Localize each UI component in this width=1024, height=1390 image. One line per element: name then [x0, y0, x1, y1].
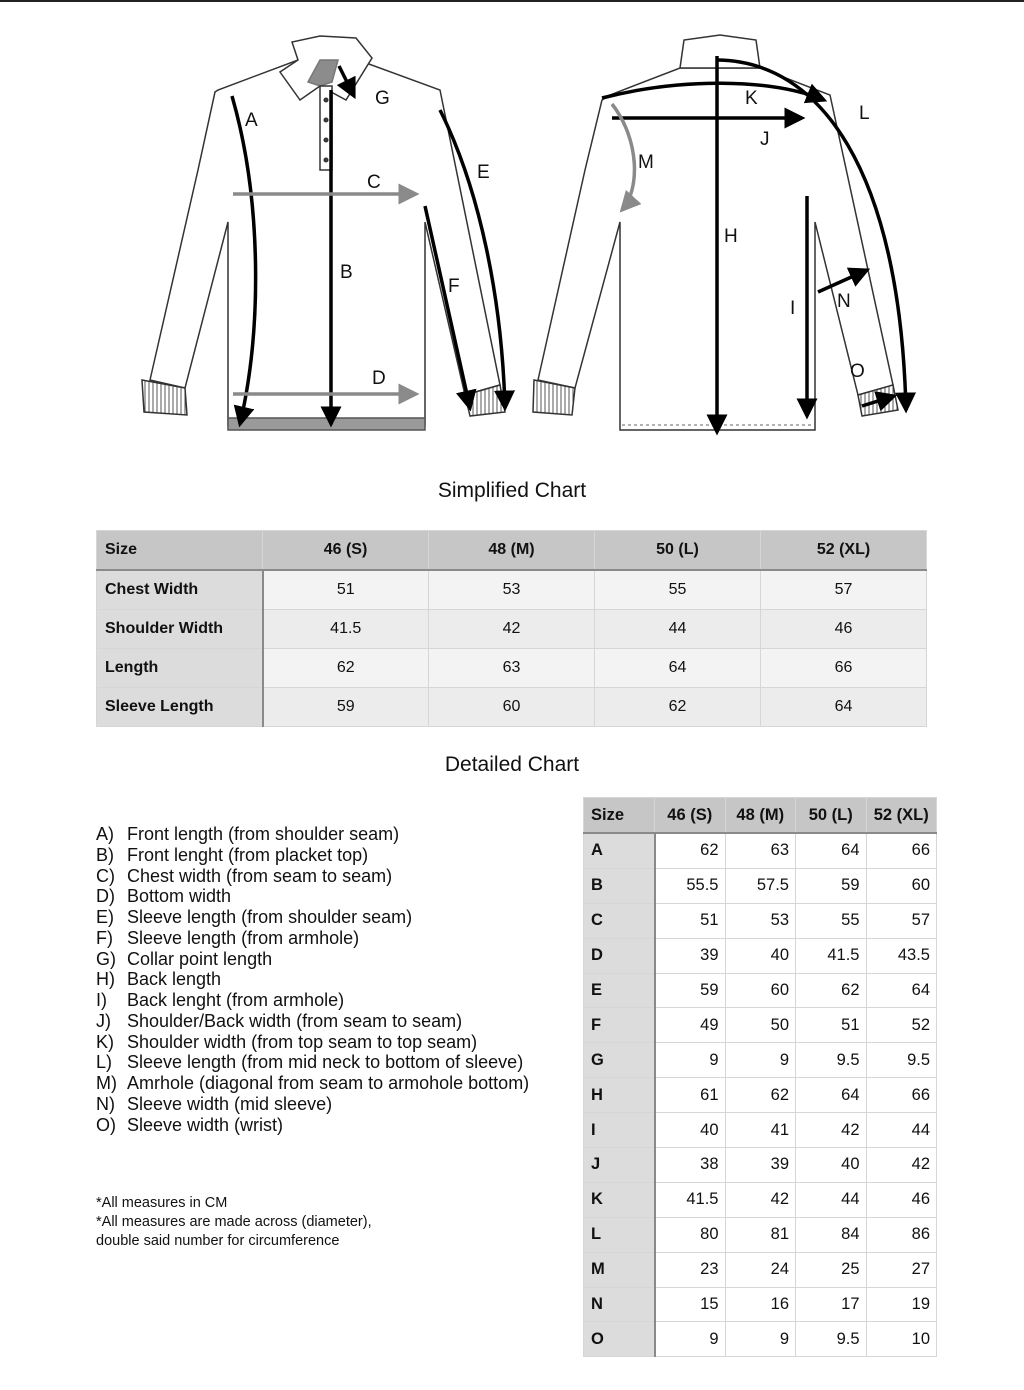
column-header: 48 (M)	[725, 798, 796, 834]
table-cell: 51	[263, 570, 429, 610]
note-line: *All measures in CM	[96, 1195, 228, 1211]
table-cell: 62	[263, 649, 429, 688]
table-row	[584, 1252, 937, 1287]
table-row	[97, 610, 927, 649]
table-cell: 66	[866, 833, 937, 868]
table-cell: 66	[761, 649, 927, 688]
table-cell: 40	[796, 1148, 867, 1183]
table-row	[584, 1008, 937, 1043]
label-i: I	[790, 298, 796, 319]
detailed-size-table	[583, 797, 937, 1357]
simplified-chart-title: Simplified Chart	[437, 479, 587, 502]
legend-text: Chest width (from seam to seam)	[127, 865, 393, 886]
label-f: F	[448, 276, 460, 297]
table-cell: 53	[725, 903, 796, 938]
legend-key: N)	[96, 1093, 115, 1114]
table-cell: 60	[866, 868, 937, 903]
legend-key: O)	[96, 1114, 116, 1135]
legend-text: Sleeve width (mid sleeve)	[127, 1093, 333, 1114]
table-cell: 53	[429, 570, 595, 610]
table-cell: 41	[725, 1113, 796, 1148]
legend-key: L)	[96, 1052, 113, 1073]
legend-key: G)	[96, 948, 116, 969]
legend-key: B)	[96, 844, 114, 865]
table-row	[584, 833, 937, 868]
table-row	[584, 868, 937, 903]
table-cell: 63	[725, 833, 796, 868]
legend-text: Sleeve length (from mid neck to bottom of sleeve)	[127, 1052, 524, 1073]
legend-item	[96, 866, 529, 887]
table-cell: 40	[655, 1113, 726, 1148]
legend-text: Front length (from shoulder seam)	[127, 824, 400, 844]
table-row	[584, 1322, 937, 1357]
table-cell: 60	[429, 688, 595, 727]
label-m: M	[638, 152, 654, 173]
row-label: G	[584, 1043, 655, 1078]
table-cell: 64	[796, 833, 867, 868]
legend-item	[96, 886, 529, 907]
legend-text: Sleeve width (wrist)	[127, 1114, 284, 1135]
table-cell: 59	[263, 688, 429, 727]
measurement-notes	[96, 1194, 372, 1251]
table-cell: 84	[796, 1217, 867, 1252]
simplified-size-table	[96, 530, 927, 727]
table-cell: 41.5	[263, 610, 429, 649]
label-o: O	[850, 361, 865, 382]
front-shirt-outline	[142, 36, 505, 430]
column-header: 50 (L)	[595, 531, 761, 571]
label-d: D	[372, 368, 386, 389]
table-row	[584, 1078, 937, 1113]
table-cell: 40	[725, 938, 796, 973]
legend-text: Amrhole (diagonal from seam to armohole bottom)	[127, 1073, 530, 1093]
legend-item	[96, 928, 529, 949]
table-cell: 51	[796, 1008, 867, 1043]
legend-item	[96, 824, 529, 845]
label-k: K	[745, 88, 758, 109]
table-cell: 59	[655, 973, 726, 1008]
legend-item	[96, 1073, 529, 1094]
label-g: G	[375, 88, 390, 109]
legend-item	[96, 949, 529, 970]
legend-text: Front lenght (from placket top)	[127, 844, 369, 865]
row-label: Shoulder Width	[97, 610, 263, 649]
table-cell: 50	[725, 1008, 796, 1043]
table-row	[584, 1043, 937, 1078]
table-cell: 9	[725, 1043, 796, 1078]
row-label: J	[584, 1148, 655, 1183]
legend-item	[96, 1011, 529, 1032]
row-label: H	[584, 1078, 655, 1113]
table-cell: 62	[796, 973, 867, 1008]
column-header: 46 (S)	[263, 531, 429, 571]
column-header: Size	[97, 531, 263, 571]
table-row	[97, 649, 927, 688]
legend-text: Sleeve length (from shoulder seam)	[127, 907, 413, 927]
table-cell: 9	[725, 1322, 796, 1357]
row-label: N	[584, 1287, 655, 1322]
table-cell: 55.5	[655, 868, 726, 903]
legend-key: H)	[96, 969, 115, 990]
row-label: C	[584, 903, 655, 938]
table-row	[584, 903, 937, 938]
legend-item	[96, 990, 529, 1011]
table-cell: 60	[725, 973, 796, 1008]
table-cell: 17	[796, 1287, 867, 1322]
legend-text: Sleeve length (from armhole)	[127, 927, 360, 948]
table-cell: 86	[866, 1217, 937, 1252]
table-cell: 27	[866, 1252, 937, 1287]
legend-key: C)	[96, 865, 115, 886]
table-row	[584, 1148, 937, 1183]
table-cell: 64	[866, 973, 937, 1008]
table-cell: 64	[796, 1078, 867, 1113]
row-label: M	[584, 1252, 655, 1287]
table-cell: 52	[866, 1008, 937, 1043]
legend-text: Bottom width	[127, 886, 232, 907]
table-cell: 39	[655, 938, 726, 973]
table-cell: 44	[595, 610, 761, 649]
table-cell: 46	[866, 1182, 937, 1217]
table-row	[584, 938, 937, 973]
row-label: L	[584, 1217, 655, 1252]
table-cell: 38	[655, 1148, 726, 1183]
table-cell: 66	[866, 1078, 937, 1113]
table-cell: 61	[655, 1078, 726, 1113]
row-label: Length	[97, 649, 263, 688]
table-cell: 9.5	[796, 1322, 867, 1357]
legend-text: Shoulder width (from top seam to top seam)	[127, 1031, 478, 1052]
shirt-measurement-diagram	[0, 0, 1024, 450]
detailed-chart-title: Detailed Chart	[444, 753, 580, 776]
label-l: L	[859, 103, 870, 124]
table-cell: 44	[866, 1113, 937, 1148]
table-cell: 9	[655, 1043, 726, 1078]
row-label: I	[584, 1113, 655, 1148]
table-cell: 23	[655, 1252, 726, 1287]
table-cell: 9.5	[866, 1043, 937, 1078]
table-row	[97, 688, 927, 727]
label-a: A	[245, 110, 258, 131]
table-cell: 43.5	[866, 938, 937, 973]
legend-item	[96, 1115, 529, 1136]
table-row	[97, 570, 927, 610]
table-cell: 16	[725, 1287, 796, 1322]
table-cell: 55	[796, 903, 867, 938]
table-cell: 59	[796, 868, 867, 903]
legend-item	[96, 969, 529, 990]
table-cell: 19	[866, 1287, 937, 1322]
legend-item	[96, 845, 529, 866]
table-cell: 80	[655, 1217, 726, 1252]
table-cell: 64	[761, 688, 927, 727]
legend-key: I)	[96, 990, 107, 1010]
table-cell: 62	[725, 1078, 796, 1113]
column-header: 50 (L)	[796, 798, 867, 834]
column-header: 52 (XL)	[761, 531, 927, 571]
row-label: B	[584, 868, 655, 903]
table-cell: 42	[796, 1113, 867, 1148]
column-header: 46 (S)	[655, 798, 726, 834]
label-j: J	[760, 129, 770, 150]
legend-text: Back lenght (from armhole)	[127, 990, 345, 1010]
label-h: H	[724, 226, 738, 247]
legend-text: Shoulder/Back width (from seam to seam)	[127, 1010, 463, 1031]
table-cell: 51	[655, 903, 726, 938]
row-label: D	[584, 938, 655, 973]
table-cell: 9	[655, 1322, 726, 1357]
table-cell: 46	[761, 610, 927, 649]
legend-item	[96, 1094, 529, 1115]
legend-key: M)	[96, 1073, 117, 1093]
legend-key: E)	[96, 907, 114, 927]
table-header-row	[97, 531, 927, 571]
legend-item	[96, 1052, 529, 1073]
table-cell: 24	[725, 1252, 796, 1287]
table-cell: 15	[655, 1287, 726, 1322]
table-cell: 57	[866, 903, 937, 938]
row-label: A	[584, 833, 655, 868]
legend-key: D)	[96, 886, 115, 907]
table-row	[584, 973, 937, 1008]
column-header: 48 (M)	[429, 531, 595, 571]
table-cell: 42	[725, 1182, 796, 1217]
row-label: O	[584, 1322, 655, 1357]
legend-key: J)	[96, 1010, 111, 1031]
table-cell: 57	[761, 570, 927, 610]
table-cell: 62	[595, 688, 761, 727]
table-row	[584, 1217, 937, 1252]
label-e: E	[477, 162, 490, 183]
table-cell: 10	[866, 1322, 937, 1357]
table-cell: 9.5	[796, 1043, 867, 1078]
table-cell: 41.5	[655, 1182, 726, 1217]
table-cell: 25	[796, 1252, 867, 1287]
column-header: Size	[584, 798, 655, 834]
legend-key: F)	[96, 927, 113, 948]
row-label: Chest Width	[97, 570, 263, 610]
row-label: F	[584, 1008, 655, 1043]
label-n: N	[837, 291, 851, 312]
label-c: C	[367, 172, 381, 193]
legend-key: A)	[96, 824, 114, 844]
row-label: Sleeve Length	[97, 688, 263, 727]
legend-item	[96, 1032, 529, 1053]
table-cell: 39	[725, 1148, 796, 1183]
note-line: double said number for circumference	[96, 1233, 340, 1249]
legend-text: Back length	[127, 969, 222, 990]
column-header: 52 (XL)	[866, 798, 937, 834]
table-cell: 64	[595, 649, 761, 688]
row-label: K	[584, 1182, 655, 1217]
label-b: B	[340, 262, 353, 283]
table-header-row	[584, 798, 937, 834]
table-row	[584, 1113, 937, 1148]
table-cell: 81	[725, 1217, 796, 1252]
table-cell: 42	[866, 1148, 937, 1183]
measurement-legend	[96, 824, 529, 1135]
table-row	[584, 1287, 937, 1322]
legend-key: K)	[96, 1031, 114, 1052]
table-cell: 57.5	[725, 868, 796, 903]
table-cell: 63	[429, 649, 595, 688]
table-cell: 41.5	[796, 938, 867, 973]
note-line: *All measures are made across (diameter),	[96, 1214, 372, 1230]
table-cell: 55	[595, 570, 761, 610]
table-cell: 42	[429, 610, 595, 649]
table-cell: 62	[655, 833, 726, 868]
table-cell: 49	[655, 1008, 726, 1043]
row-label: E	[584, 973, 655, 1008]
table-cell: 44	[796, 1182, 867, 1217]
legend-text: Collar point length	[127, 948, 273, 969]
table-row	[584, 1182, 937, 1217]
legend-item	[96, 907, 529, 928]
